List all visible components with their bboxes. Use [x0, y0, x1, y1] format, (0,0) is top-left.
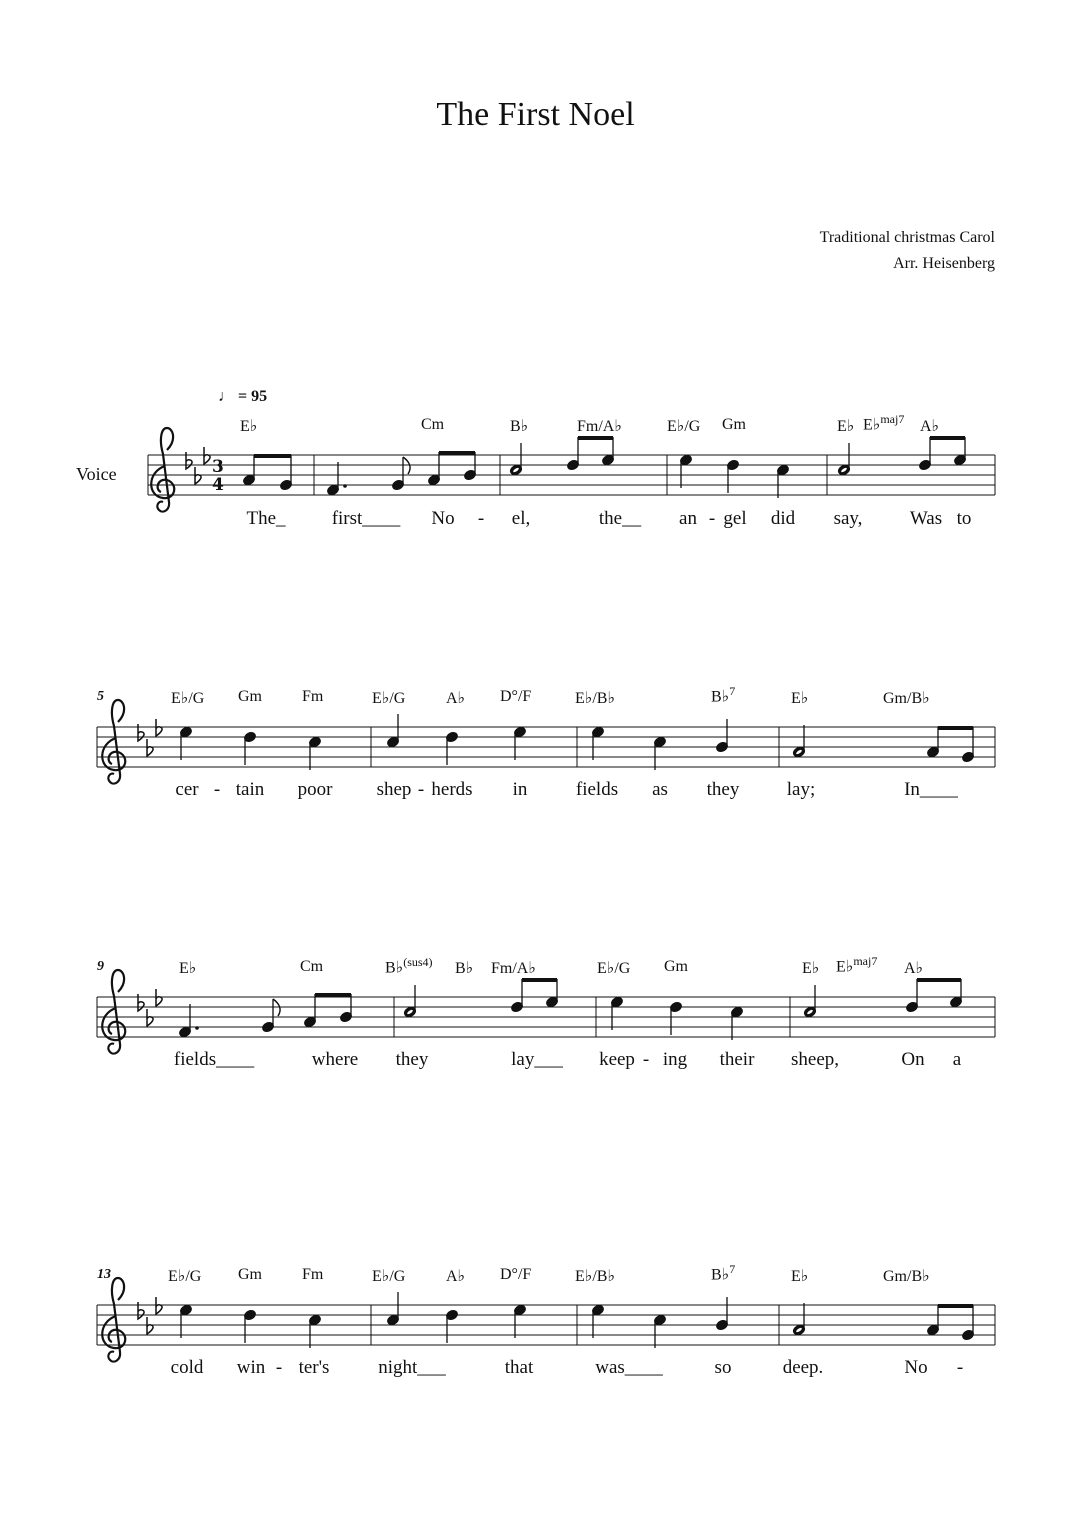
staff-system-2 — [97, 700, 995, 784]
svg-text:4: 4 — [212, 475, 224, 495]
staff-system-3 — [97, 970, 995, 1054]
chord-symbol: Fm/A♭ — [491, 960, 536, 977]
lyric-syllable: an — [679, 508, 697, 529]
lyric-syllable: night___ — [378, 1357, 446, 1378]
chord-symbol: E♭ — [802, 960, 820, 977]
lyric-syllable: ter's — [298, 1357, 330, 1378]
lyric-syllable: say, — [833, 508, 863, 529]
lyric-syllable: to — [956, 508, 972, 529]
chord-symbol: Gm — [664, 958, 688, 975]
lyric-syllable: - — [708, 508, 716, 529]
lyric-syllable: On — [901, 1049, 925, 1070]
system-number: 13 — [97, 1267, 111, 1282]
chord-symbol: E♭/G — [168, 1268, 202, 1285]
lyric-syllable: did — [770, 508, 796, 529]
chord-symbol: A♭ — [446, 690, 466, 707]
chord-symbol: Fm — [302, 688, 324, 705]
lyric-syllable: they — [706, 779, 740, 800]
chord-symbol: E♭$^{maj7}$ — [863, 412, 905, 434]
lyric-syllable: deep. — [782, 1357, 824, 1378]
chord-symbol: Fm/A♭ — [577, 418, 622, 435]
lyric-syllable: their — [719, 1049, 755, 1070]
chord-symbol: E♭ — [837, 418, 855, 435]
page-title: The First Noel — [436, 96, 635, 133]
lyric-syllable: as — [652, 779, 668, 800]
chord-symbol: Gm/B♭ — [883, 1268, 930, 1285]
chord-symbol: B♭$^7$ — [711, 684, 736, 706]
lyric-syllable: that — [504, 1357, 534, 1378]
chord-symbol: Gm — [238, 1266, 262, 1283]
chord-symbol: E♭/G — [372, 690, 406, 707]
chord-symbol: B♭ — [510, 418, 529, 435]
lyric-syllable: el, — [511, 508, 531, 529]
lyric-syllable: herds — [431, 779, 473, 800]
chord-symbol: A♭ — [446, 1268, 466, 1285]
lyric-syllable: No — [431, 508, 455, 529]
chord-symbol: Cm — [300, 958, 324, 975]
chord-symbol: B♭ — [455, 960, 474, 977]
chord-symbol: B♭$^{(sus4)}$ — [385, 955, 433, 977]
chord-symbol: A♭ — [904, 960, 924, 977]
lyric-syllable: - — [477, 508, 485, 529]
staff-system-1 — [148, 428, 995, 512]
lyric-syllable: - — [417, 779, 425, 800]
chord-symbol: A♭ — [920, 418, 940, 435]
lyric-syllable: - — [275, 1357, 283, 1378]
system-number: 5 — [97, 689, 104, 704]
composer-credit: Traditional christmas Carol — [819, 229, 995, 246]
lyric-syllable: sheep, — [790, 1049, 840, 1070]
lyric-syllable: so — [714, 1357, 732, 1378]
system-number: 9 — [97, 959, 104, 974]
lyric-syllable: was____ — [595, 1357, 663, 1378]
lyric-syllable: No — [904, 1357, 928, 1378]
lyric-syllable: they — [395, 1049, 429, 1070]
lyric-syllable: gel — [723, 508, 747, 529]
chord-symbol: Gm — [722, 416, 746, 433]
lyric-syllable: cold — [170, 1357, 204, 1378]
chord-symbol: E♭/B♭ — [575, 1268, 615, 1285]
chord-symbol: E♭$^{maj7}$ — [836, 954, 878, 976]
instrument-name: Voice — [76, 464, 117, 484]
chord-symbol: Gm — [238, 688, 262, 705]
lyric-syllable: fields — [575, 779, 619, 800]
svg-text:3: 3 — [212, 457, 224, 477]
lyric-syllable: keep — [599, 1049, 635, 1070]
staff-system-4 — [97, 1278, 995, 1362]
lyric-syllable: poor — [297, 779, 333, 800]
chord-symbol: E♭ — [791, 690, 809, 707]
chord-symbol: E♭ — [179, 960, 197, 977]
quarter-note-icon: ♩ — [218, 388, 234, 405]
chord-symbol: Fm — [302, 1266, 324, 1283]
arranger-credit: Arr. Heisenberg — [893, 255, 995, 272]
lyric-syllable: lay___ — [511, 1049, 563, 1070]
chord-symbol: E♭/B♭ — [575, 690, 615, 707]
chord-symbol: D°/F — [500, 688, 532, 705]
lyric-syllable: in — [512, 779, 528, 800]
lyric-syllable: first____ — [331, 508, 401, 529]
chord-symbol: E♭/G — [597, 960, 631, 977]
chord-symbol: E♭/G — [372, 1268, 406, 1285]
lyric-syllable: where — [311, 1049, 359, 1070]
lyric-syllable: In____ — [904, 779, 958, 800]
chord-symbol: Gm/B♭ — [883, 690, 930, 707]
lyric-syllable: lay; — [786, 779, 816, 800]
tempo-marking: ♩ = 95 — [218, 388, 268, 405]
chord-symbol: E♭/G — [667, 418, 701, 435]
chord-symbol: E♭ — [240, 418, 258, 435]
lyric-syllable: - — [213, 779, 221, 800]
lyric-syllable: Was — [909, 508, 943, 529]
lyric-syllable: cer — [175, 779, 199, 800]
lyric-syllable: The_ — [246, 508, 286, 529]
lyric-syllable: fields____ — [173, 1049, 255, 1070]
lyric-syllable: - — [642, 1049, 650, 1070]
lyric-syllable: the__ — [598, 508, 642, 529]
chord-symbol: E♭/G — [171, 690, 205, 707]
lyric-syllable: a — [952, 1049, 962, 1070]
lyric-syllable: - — [956, 1357, 964, 1378]
lyric-syllable: win — [236, 1357, 266, 1378]
lyric-syllable: ing — [662, 1049, 688, 1070]
chord-symbol: B♭$^7$ — [711, 1262, 736, 1284]
chord-symbol: E♭ — [791, 1268, 809, 1285]
chord-symbol: D°/F — [500, 1266, 532, 1283]
lyric-syllable: tain — [235, 779, 265, 800]
chord-symbol: Cm — [421, 416, 445, 433]
lyric-syllable: shep — [376, 779, 412, 800]
